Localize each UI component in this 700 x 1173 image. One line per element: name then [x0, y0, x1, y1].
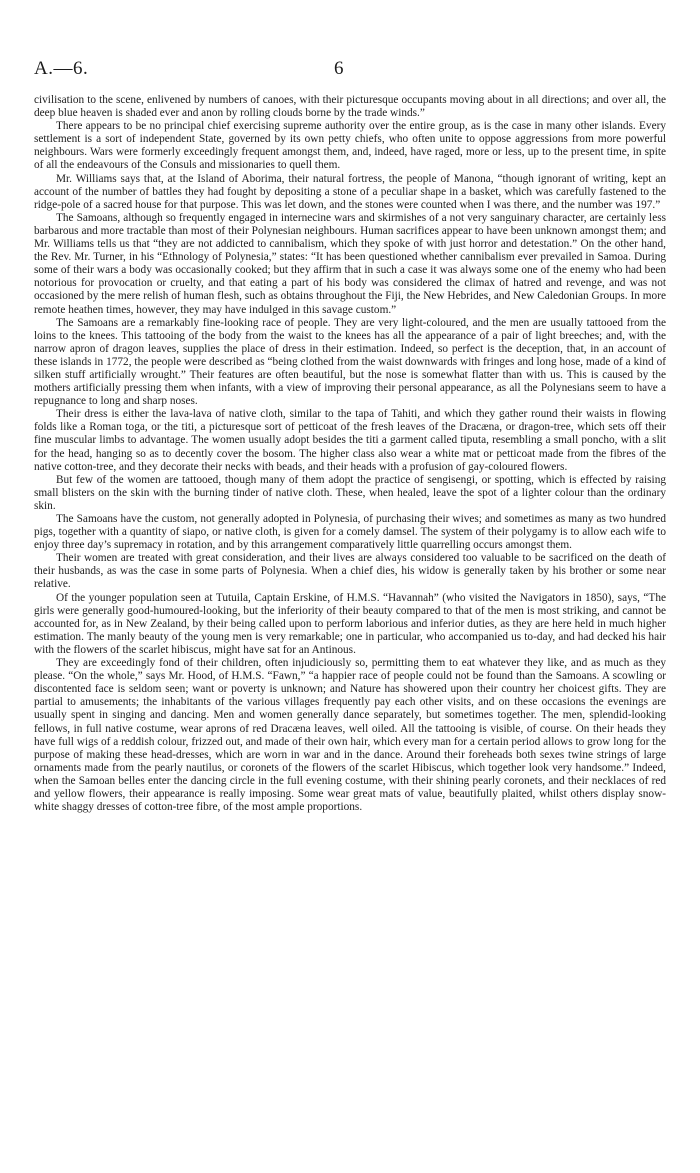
- page-number: 6: [334, 58, 344, 79]
- document-reference: A.—6.: [34, 58, 89, 79]
- paragraph: Mr. Williams says that, at the Island of Aborima, their natural fortress, the people of Manona, “though ignorant of writing, kept an account of the number of battles they had fought by depositing a stone of a peculiar shape in a basket, which was carefully fastened to the ridge-pole of a sacred house for that purpose. This was let down, and the stones were counted when I was there, and the number was 197.”: [34, 172, 666, 211]
- paragraph: They are exceedingly fond of their children, often injudiciously so, permitting them to eat whatever they like, and as much as they please. “On the whole,” says Mr. Hood, of H.M.S. “Fawn,” “a happier race of people could not be found than the Samoans. A scowling or discontented face is seldom seen; want or poverty is unknown; and Nature has showered upon their country her choicest gifts. They are partial to amusements; the inhabitants of the various villages frequently pay each other visits, and on these occasions the evenings are usually spent in singing and dancing. Men and women generally dance separately, but sometimes together. The men, splendid-looking fellows, in full native costume, wear aprons of red Dracæna leaves, well oiled. All the tattooing is visible, of course. On their heads they have full wigs of a reddish colour, frizzed out, and made of their own hair, which every man for a certain period allows to grow long for the purpose of making these head-dresses, which are worn in war and in the dance. Around their foreheads both sexes twine strings of large ornaments made from the pearly nautilus, or coronets of the flowers of the scarlet Hibiscus, which together look very handsome.” Indeed, when the Samoan belles enter the dancing circle in the full evening costume, with their shining pearly coronets, and their necklaces of red and yellow flowers, their appearance is really imposing. Some wear great mats of value, beautifully plaited, whilst others display snow-white shaggy dresses of cotton-tree fibre, of the most ample proportions.: [34, 657, 666, 814]
- paragraph: Their women are treated with great consideration, and their lives are always considered too valuable to be sacrificed on the death of their husbands, as was the case in some parts of Polynesia. When a chief dies, his widow is generally taken by his brother or some near relative.: [34, 552, 666, 591]
- paragraph: The Samoans have the custom, not generally adopted in Polynesia, of purchasing their wives; and sometimes as many as two hundred pigs, together with a quantity of siapo, or native cloth, is given for a comely damsel. The system of their polygamy is to allow each wife to enjoy three day’s supremacy in rotation, and by this arrangement comparatively little quarrelling occurs amongst them.: [34, 513, 666, 552]
- paragraph: But few of the women are tattooed, though many of them adopt the practice of sengisengi, or spotting, which is effected by raising small blisters on the skin with the burning tinder of native cloth. These, when healed, leave the spot of a lighter colour than the ordinary skin.: [34, 473, 666, 512]
- paragraph: Of the younger population seen at Tutuila, Captain Erskine, of H.M.S. “Havannah” (who visited the Navigators in 1850), says, “The girls were generally good-humoured-looking, but the inferiority of their beauty compared to that of the men is most striking, and cannot be accounted for, as in New Zealand, by their being called upon to perform laborious and inferior duties, as they are here held in much higher estimation. The manly beauty of the young men is very remarkable; one in particular, who accompanied us to-day, and had decked his hair with the flowers of the scarlet hibiscus, might have sat for an Antinous.: [34, 591, 666, 656]
- paragraph: There appears to be no principal chief exercising supreme authority over the entire group, as is the case in many other islands. Every settlement is a sort of independent State, governed by its own petty chiefs, who often unite to oppose aggressions from more powerful neighbours. Wars were formerly exceedingly frequent amongst them, and, indeed, have raged, more or less, up to the present time, in spite of all the endeavours of the Consuls and missionaries to quell them.: [34, 120, 666, 172]
- paragraph: civilisation to the scene, enlivened by numbers of canoes, with their picturesque occupants moving about in all directions; and over all, the deep blue heaven is shaded ever and anon by rolling clouds borne by the trade winds.”: [34, 94, 666, 120]
- paragraph: The Samoans, although so frequently engaged in internecine wars and skirmishes of a not very sanguinary character, are certainly less barbarous and more tractable than most of their Polynesian neighbours. Human sacrifices appear to have been unknown amongst them; and Mr. Williams tells us that “they are not addicted to cannibalism, which they spoke of with just horror and detestation.” On the other hand, the Rev. Mr. Turner, in his “Ethnology of Polynesia,” states: “It has been questioned whether cannibalism ever prevailed in Samoa. During some of their wars a body was occasionally cooked; but they affirm that in such a case it was always some one of the enemy who had been notorious for provocation or cruelty, and that eating a part of his body was considered the climax of hatred and revenge, and was not occasioned by the mere relish of human flesh, such as obtains throughout the Fiji, the New Hebrides, and New Caledonian Groups. In more remote heathen times, however, they may have indulged in this savage custom.”: [34, 211, 666, 316]
- paragraph: The Samoans are a remarkably fine-looking race of people. They are very light-coloured, and the men are usually tattooed from the loins to the knees. This tattooing of the body from the waist to the knees has all the appearance of a pair of light breeches; and, with the narrow apron of dragon leaves, supplies the place of dress in their estimation. Indeed, so perfect is the deception, that, in an account of these islands in 1772, the people were described as “being clothed from the waist downwards with fringes and long hose, made of a kind of silken stuff artificially wrought.” Their features are often beautiful, but the nose is somewhat flatter than with us. This is caused by the mothers artificially pressing them when infants, with a view of improving their personal appearance, as all the Polynesians seem to have a repugnance to long and sharp noses.: [34, 316, 666, 408]
- page-header: [34, 58, 666, 82]
- paragraph: Their dress is either the lava-lava of native cloth, similar to the tapa of Tahiti, and which they gather round their waists in flowing folds like a Roman toga, or the titi, a picturesque sort of petticoat of the fresh leaves of the Dracæna, or dragon-tree, which sets off their fine muscular limbs to advantage. The women usually adopt besides the titi a garment called tiputa, resembling a small poncho, with a slit for the head, hanging so as to decently cover the bosom. The higher class also wear a white mat or petticoat made from the fibres of the native cotton-tree, and they decorate their necks with beads, and their heads with a profusion of gay-coloured flowers.: [34, 408, 666, 473]
- body-text: [34, 94, 666, 814]
